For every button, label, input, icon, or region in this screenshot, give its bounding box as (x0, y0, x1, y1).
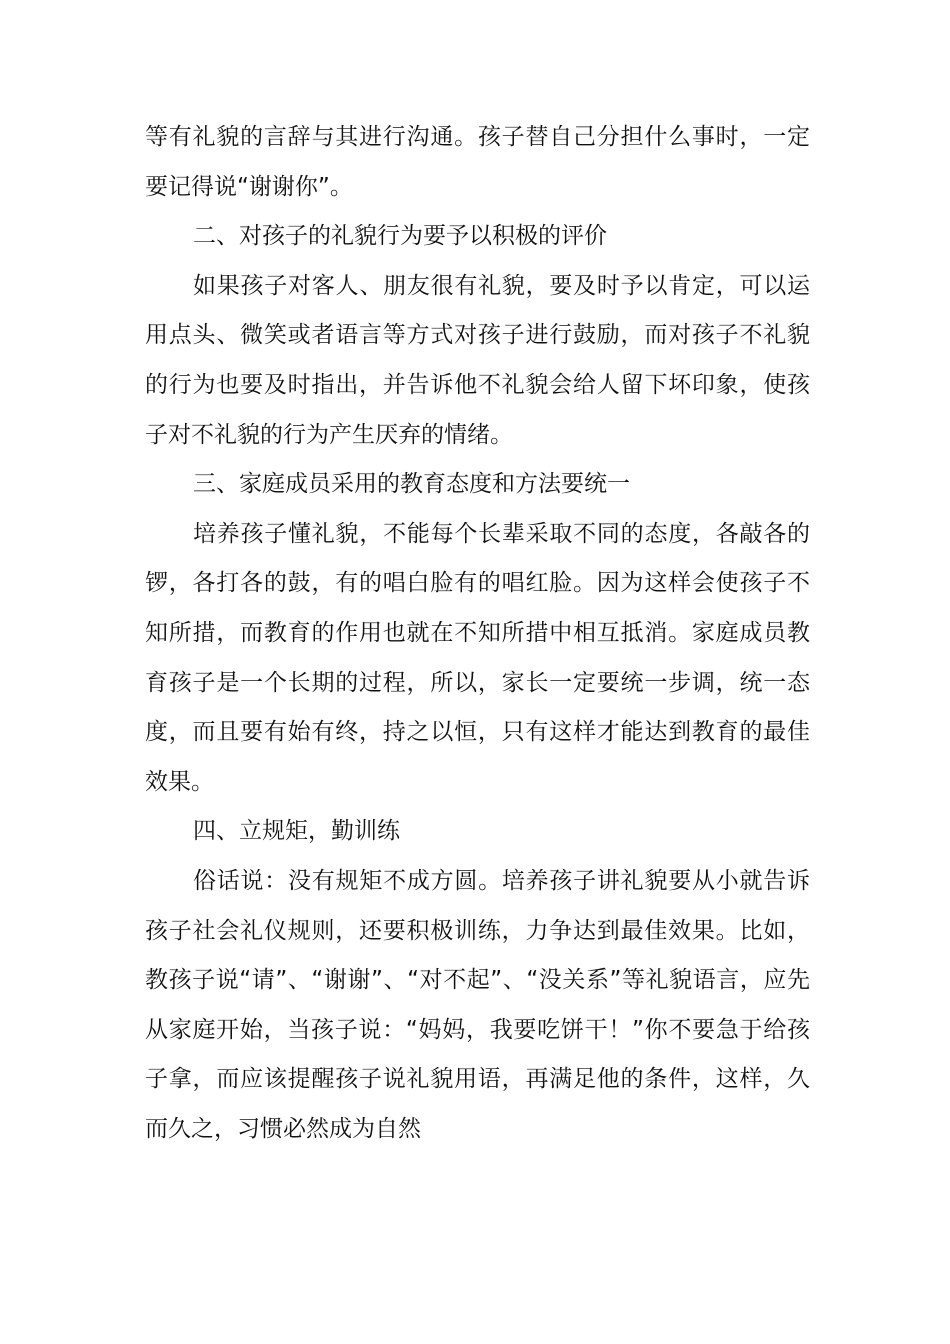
paragraph-section-3: 培养孩子懂礼貌，不能每个长辈采取不同的态度，各敲各的锣，各打各的鼓，有的唱白脸有的唱红脸。因为这样会使孩子不知所措，而教育的作用也就在不知所措中相互抵消。家庭成员教育孩子是一个长期的过程，所以，家长一定要统一步调，统一态度，而且要有始有终，持之以恒，只有这样才能达到教育的最佳效果。 (145, 520, 810, 795)
section-heading-2: 二、对孩子的礼貌行为要予以积极的评价 (193, 223, 607, 250)
section-heading-3: 三、家庭成员采用的教育态度和方法要统一 (193, 471, 630, 498)
paragraph-continuation: 等有礼貌的言辞与其进行沟通。孩子替自己分担什么事时，一定要记得说“谢谢你”。 (145, 124, 810, 200)
paragraph-section-4: 俗话说：没有规矩不成方圆。培养孩子讲礼貌要从小就告诉孩子社会礼仪规则，还要积极训练，力争达到最佳效果。比如，教孩子说“请”、“谢谢”、“对不起”、“没关系”等礼貌语言，应先从家庭开始，当孩子说：“妈妈，我要吃饼干！”你不要急于给孩子拿，而应该提醒孩子说礼貌用语，再满足他的条件，这样，久而久之，习惯必然成为自然 (145, 867, 810, 1142)
paragraph-section-2: 如果孩子对客人、朋友很有礼貌，要及时予以肯定，可以运用点头、微笑或者语言等方式对孩子进行鼓励，而对孩子不礼貌的行为也要及时指出，并告诉他不礼貌会给人留下坏印象，使孩子对不礼貌的行为产生厌弃的情绪。 (145, 272, 810, 448)
document-body (145, 113, 810, 1154)
section-heading-4: 四、立规矩，勤训练 (193, 818, 400, 845)
